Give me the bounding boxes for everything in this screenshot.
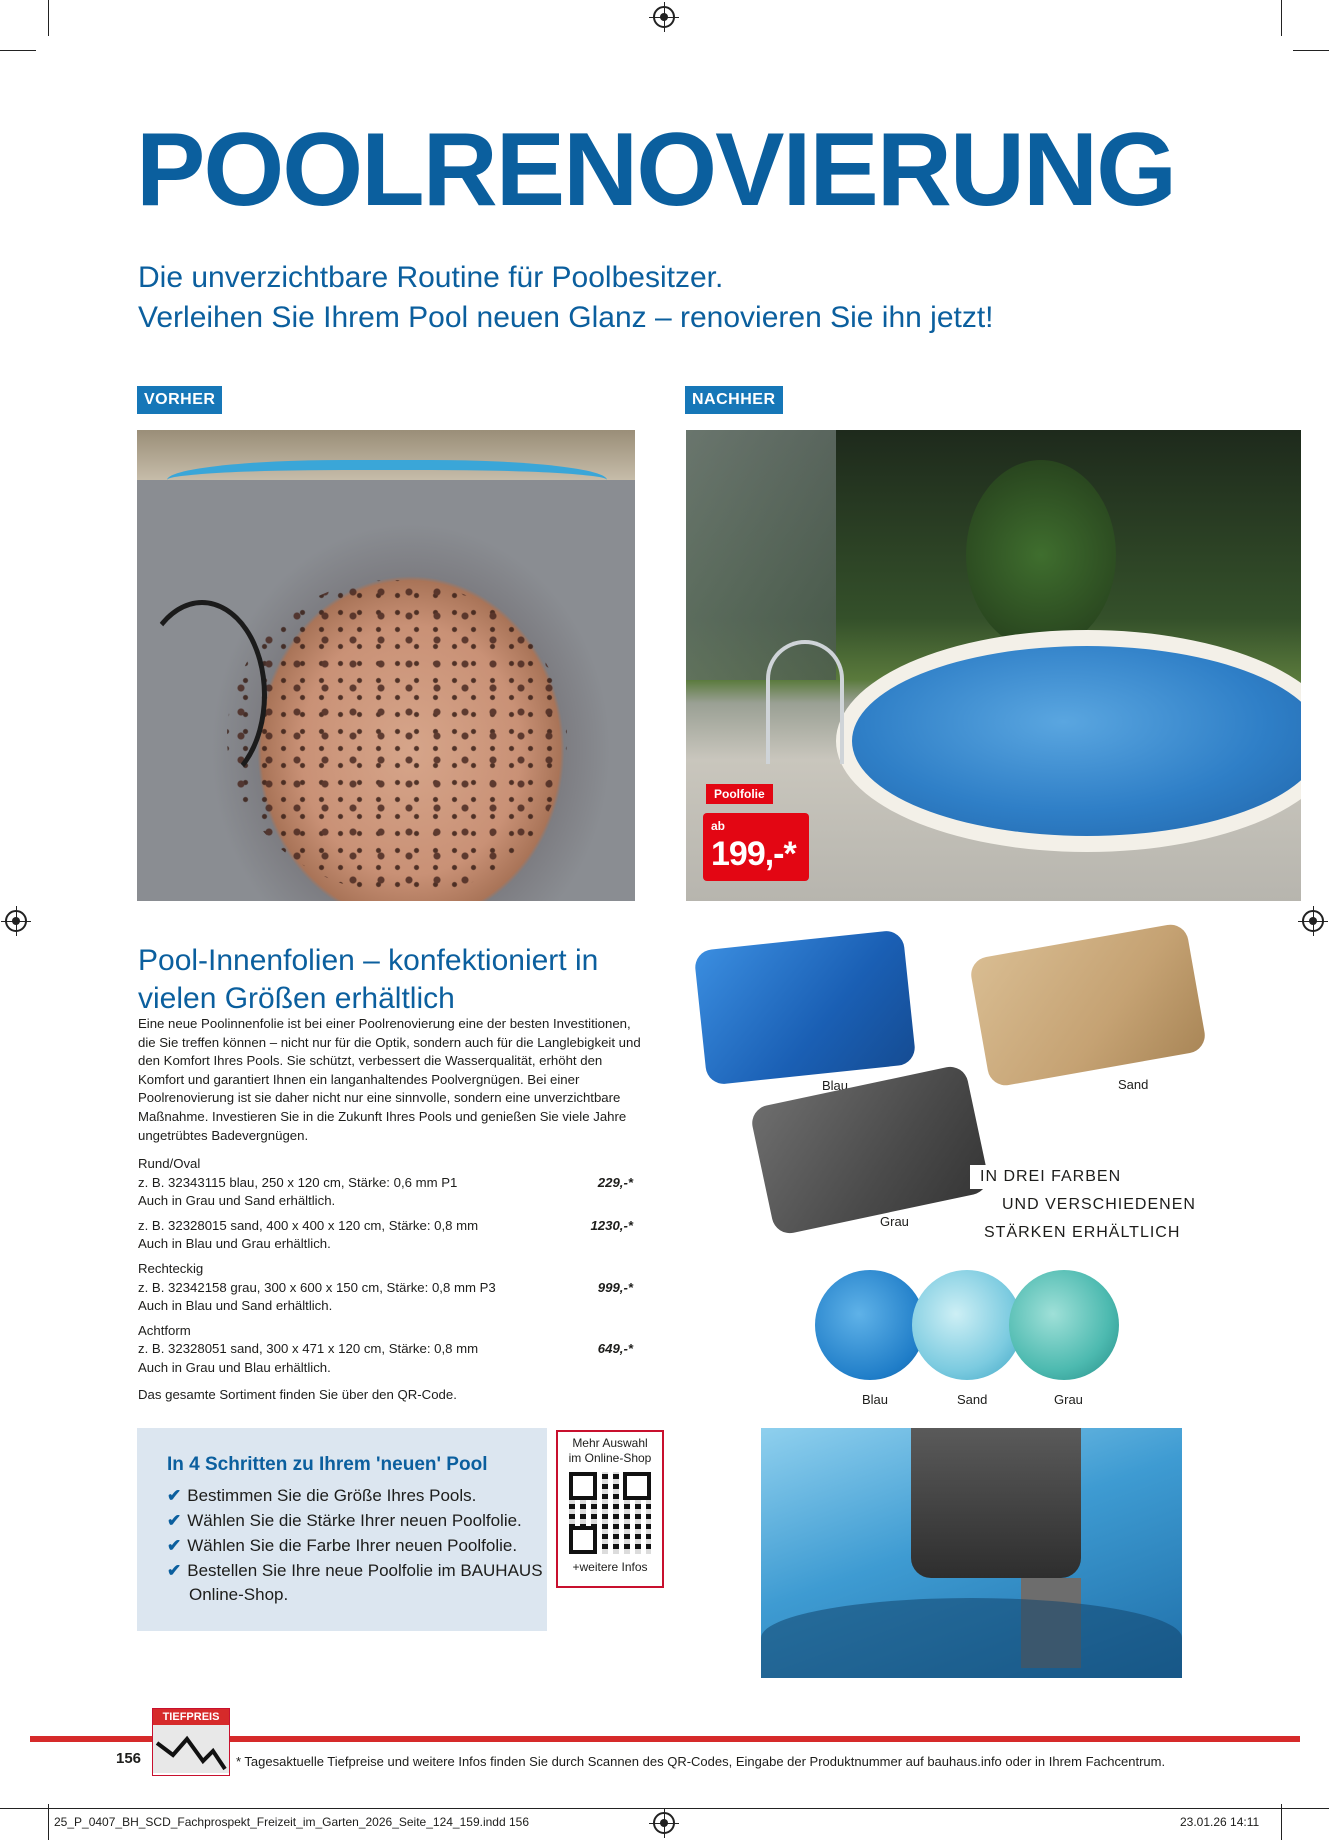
swatch-label: Blau <box>862 1392 889 1407</box>
page-number: 156 <box>116 1750 142 1767</box>
section-heading-line: Pool-Innenfolien – konfektioniert in <box>138 944 599 977</box>
pool-edge <box>167 460 607 510</box>
palm-tree <box>966 460 1116 650</box>
check-icon: ✔ <box>167 1511 182 1530</box>
product-note: Auch in Blau und Sand erhältlich. <box>138 1298 333 1314</box>
product-price: 649,-* <box>597 1341 633 1357</box>
three-colors-line: UND VERSCHIEDENEN <box>992 1193 1206 1217</box>
price-badge <box>703 813 809 881</box>
product-price: 999,-* <box>597 1279 633 1295</box>
three-colors-text <box>970 1165 1206 1245</box>
product-row <box>138 1340 633 1359</box>
product-row <box>138 1279 633 1298</box>
foil-sand-label: Sand <box>1118 1077 1149 1092</box>
section-heading-line: vielen Größen erhältlich <box>138 982 455 1015</box>
step-text: Bestimmen Sie die Größe Ihres Pools. <box>187 1486 477 1505</box>
steps-heading: In 4 Schritten zu Ihrem 'neuen' Pool <box>167 1454 488 1475</box>
print-slug: 25_P_0407_BH_SCD_Fachprospekt_Freizeit_im_Garten_2026_Seite_124_159.indd 156 <box>54 1815 529 1829</box>
step-item <box>167 1486 476 1506</box>
footer-note: * Tagesaktuelle Tiefpreise und weitere Infos finden Sie durch Scannen des QR-Codes, Eingabe der Produktnummer auf bauhaus.info oder in Ihrem Fachcentrum. <box>236 1754 1166 1769</box>
qr-top-text <box>558 1436 662 1466</box>
step-item <box>167 1561 543 1581</box>
foil-blue-label: Blau <box>822 1078 849 1093</box>
qr-top-line: Mehr Auswahl <box>572 1436 648 1450</box>
product-line: z. B. 32342158 grau, 300 x 600 x 150 cm, Stärke: 0,8 mm P3 <box>138 1279 496 1295</box>
step-item <box>167 1536 517 1556</box>
check-icon: ✔ <box>167 1561 182 1580</box>
swatch-label: Sand <box>957 1392 988 1407</box>
product-category: Achtform <box>138 1322 191 1338</box>
swatch-grey <box>1009 1270 1119 1380</box>
product-row <box>138 1174 633 1193</box>
assortment-note: Das gesamte Sortiment finden Sie über den QR-Code. <box>138 1386 457 1402</box>
foil-sheet <box>761 1598 1182 1678</box>
step-text-continued: Online-Shop. <box>189 1585 289 1604</box>
check-icon: ✔ <box>167 1486 182 1505</box>
swatch-label: Grau <box>1054 1392 1083 1407</box>
foil-grey-image <box>749 1064 991 1237</box>
crop-mark <box>0 50 36 51</box>
registration-mark-icon <box>5 910 27 932</box>
before-label: VORHER <box>137 386 222 414</box>
step-text: Wählen Sie die Farbe Ihrer neuen Poolfolie. <box>187 1536 518 1555</box>
leaves-on-floor <box>227 580 567 895</box>
crop-mark <box>48 0 49 36</box>
qr-code-icon[interactable] <box>569 1472 651 1554</box>
body-text: Eine neue Poolinnenfolie ist bei einer Poolrenovierung eine der besten Investitionen, die Sie treffen können – nicht nur für die Optik, sondern auch für die Langlebigkeit und den Komfort Ihres Pools. Sie schützt, verbessert die Wasserqualität, erhöht den Komfort und garantiert Ihnen ein langanhaltendes Poolvergnügen. Bei einer Poolrenovierung ist sie daher nicht nur eine sinnvolle, sondern eine unverzichtbare Maßnahme. Investieren Sie in die Zukunft Ihres Pools und genießen Sie viele Jahre ungetrübtes Badevergnügen. <box>138 1016 641 1143</box>
product-row <box>138 1217 633 1236</box>
pool-water <box>836 630 1301 852</box>
price-product-label: Poolfolie <box>706 784 773 804</box>
after-label: NACHHER <box>685 386 783 414</box>
product-price: 1230,-* <box>590 1217 633 1233</box>
qr-box[interactable] <box>556 1430 664 1588</box>
machine-head <box>911 1428 1081 1578</box>
step-item <box>167 1511 522 1531</box>
foil-sand-image <box>968 922 1207 1088</box>
check-icon: ✔ <box>167 1536 182 1555</box>
section-heading <box>138 942 598 1018</box>
crop-mark <box>48 1804 49 1840</box>
step-text: Bestellen Sie Ihre neue Poolfolie im BAUHAUS <box>187 1561 543 1580</box>
product-category: Rechteckig <box>138 1260 204 1276</box>
qr-bottom-text: +weitere Infos <box>572 1560 648 1574</box>
product-list <box>138 1155 633 1404</box>
step-text: Wählen Sie die Stärke Ihrer neuen Poolfolie. <box>187 1511 522 1530</box>
crop-mark <box>1281 0 1282 36</box>
steps-box <box>137 1428 547 1631</box>
product-line: z. B. 32328051 sand, 300 x 471 x 120 cm, Stärke: 0,8 mm <box>138 1341 479 1357</box>
tiefpreis-badge <box>152 1708 230 1776</box>
product-note: Auch in Grau und Sand erhältlich. <box>138 1193 336 1209</box>
subtitle <box>138 258 994 338</box>
registration-mark-icon <box>653 6 675 28</box>
pool-ladder <box>766 640 844 764</box>
product-note: Auch in Grau und Blau erhältlich. <box>138 1359 331 1375</box>
price-value: 199,-* <box>711 835 796 873</box>
product-note: Auch in Blau und Grau erhältlich. <box>138 1236 331 1252</box>
print-timestamp: 23.01.26 14:11 <box>1180 1815 1260 1829</box>
product-category: Rund/Oval <box>138 1156 201 1171</box>
three-colors-line: IN DREI FARBEN <box>970 1165 1206 1189</box>
foil-grey-label: Grau <box>880 1214 909 1229</box>
three-colors-line: STÄRKEN ERHÄLTLICH <box>974 1221 1206 1245</box>
product-line: z. B. 32343115 blau, 250 x 120 cm, Stärke: 0,6 mm P1 <box>138 1174 458 1190</box>
subtitle-line: Die unverzichtbare Routine für Poolbesitzer. <box>138 261 724 294</box>
crop-mark <box>1293 50 1329 51</box>
subtitle-line: Verleihen Sie Ihrem Pool neuen Glanz – renovieren Sie ihn jetzt! <box>138 301 994 334</box>
tiefpreis-label: TIEFPREIS <box>153 1709 229 1725</box>
page-title: POOLRENOVIERUNG <box>136 112 1175 228</box>
swatch-sand <box>912 1270 1022 1380</box>
price-drop-icon <box>153 1725 229 1773</box>
crop-mark <box>1281 1804 1282 1840</box>
registration-mark-icon <box>653 1812 675 1834</box>
welding-machine-photo <box>761 1428 1182 1678</box>
registration-mark-icon <box>1302 910 1324 932</box>
product-line: z. B. 32328015 sand, 400 x 400 x 120 cm, Stärke: 0,8 mm <box>138 1217 479 1233</box>
slug-line <box>0 1808 1329 1809</box>
price-prefix: ab <box>711 819 726 833</box>
product-price: 229,-* <box>597 1174 633 1190</box>
qr-top-line: im Online-Shop <box>568 1451 652 1465</box>
before-photo <box>137 430 635 901</box>
foil-blue-image <box>694 929 917 1085</box>
hose <box>137 600 267 790</box>
swatch-blue <box>815 1270 925 1380</box>
